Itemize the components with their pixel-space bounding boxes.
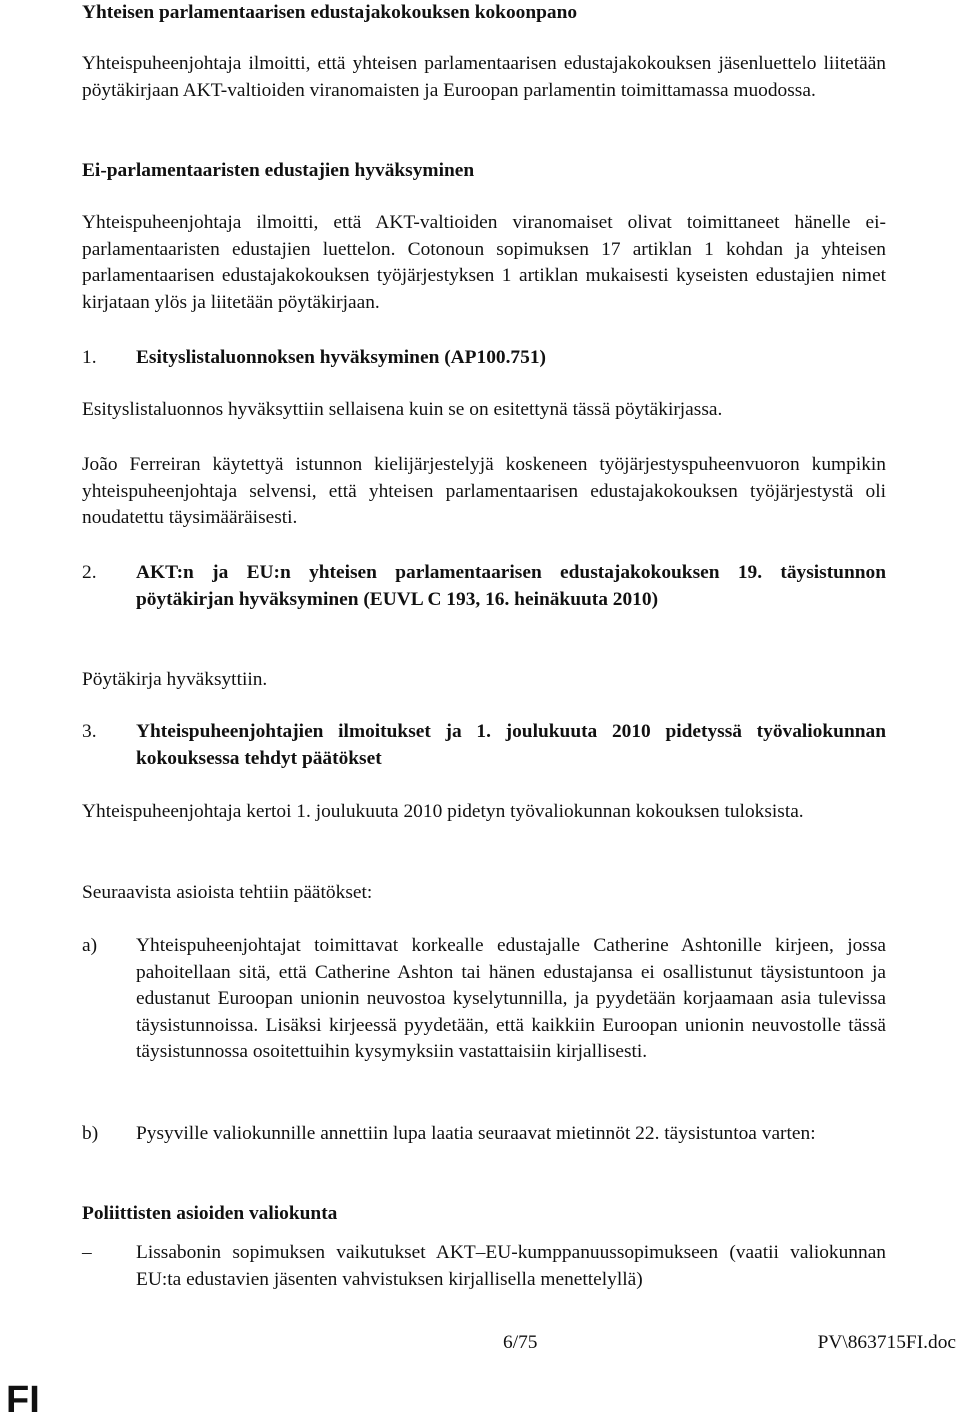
document-reference: PV\863715FI.doc [817, 1332, 956, 1353]
agenda-item-1 [82, 345, 886, 372]
paragraph-bureau-results: Yhteispuheenjohtaja kertoi 1. joulukuuta 2010 pidetyn työvaliokunnan kokouksen tuloksista. [82, 801, 804, 822]
section-heading-composition: Yhteisen parlamentaarisen edustajakokouksen kokoonpano [82, 2, 578, 23]
paragraph-language-arrangements: João Ferreiran käytettyä istunnon kielijärjestelyjä koskeneen työjärjestyspuheenvuoron kumpikin yhteispuheenjohtaja selvensi, että yhteisen parlamentaarisen edustajakokouksen työjärjestystä oli noudatettu täysimääräisesti. [82, 454, 886, 529]
paragraph-decisions-intro: Seuraavista asioista tehtiin päätökset: [82, 882, 373, 903]
committee-heading: Poliittisten asioiden valiokunta [82, 1203, 338, 1224]
paragraph-non-parliamentary: Yhteispuheenjohtaja ilmoitti, että AKT-valtioiden viranomaiset olivat toimittaneet hänelle ei-parlamentaaristen edustajien luettelon. Cotonoun sopimuksen 17 artiklan 1 kohdan ja yhteisen parlamentaarisen edustajakokouksen työjärjestyksen 1 artiklan mukaisesti kyseisten edustajien nimet kirjataan ylös ja liitetään pöytäkirjaan. [82, 212, 886, 313]
language-code: FI [6, 1379, 40, 1421]
agenda-item-2-title: AKT:n ja EU:n yhteisen parlamentaarisen edustajakokouksen 19. täysistunnon pöytäkirjan hyväksyminen (EUVL C 193, 16. heinäkuuta 2010) [136, 562, 886, 610]
agenda-item-3 [82, 719, 886, 772]
decision-point-a [82, 933, 886, 1066]
page-number: 6/75 [503, 1332, 538, 1353]
agenda-item-3-title: Yhteispuheenjohtajien ilmoitukset ja 1. joulukuuta 2010 pidetyssä työvaliokunnan kokouksessa tehdyt päätökset [136, 721, 886, 769]
page-footer [0, 1330, 960, 1358]
decision-point-b-label: b) [82, 1123, 99, 1144]
section-heading-non-parliamentary: Ei-parlamentaaristen edustajien hyväksyminen [82, 160, 475, 181]
agenda-item-1-title: Esityslistaluonnoksen hyväksyminen (AP100.751) [136, 347, 546, 368]
report-list-item-dash: – [82, 1242, 92, 1263]
decision-point-a-text: Yhteispuheenjohtajat toimittavat korkealle edustajalle Catherine Ashtonille kirjeen, jossa pahoitellaan sitä, että Catherine Ashton tai hänen edustajansa ei osallistunut täysistuntoon ja edustanut Euroopan unionin neuvostoa kyselytunnilla, ja pyydetään korjaamaan asia tulevissa täysistunnoissa. Lisäksi kirjeessä pyydetään, että kaikkiin Euroopan unionin neuvostolle tässä täysistunnossa osoitettuihin kysymyksiin vastattaisiin kirjallisesti. [136, 935, 886, 1063]
agenda-item-2 [82, 560, 886, 613]
decision-point-b-text: Pysyville valiokunnille annettiin lupa laatia seuraavat mietinnöt 22. täysistuntoa varten: [136, 1123, 816, 1144]
agenda-item-3-number: 3. [82, 721, 97, 742]
report-list-item [82, 1240, 886, 1293]
paragraph-minutes-approved: Pöytäkirja hyväksyttiin. [82, 669, 268, 690]
decision-point-b [82, 1121, 886, 1148]
paragraph-composition: Yhteispuheenjohtaja ilmoitti, että yhteisen parlamentaarisen edustajakokouksen jäsenluettelo liitetään pöytäkirjaan AKT-valtioiden viranomaisten ja Euroopan parlamentin toimittamassa muodossa. [82, 53, 886, 101]
report-list-item-text: Lissabonin sopimuksen vaikutukset AKT–EU-kumppanuussopimukseen (vaatii valiokunnan EU:ta edustavien jäsenten vahvistuksen kirjallisella menettelyllä) [136, 1242, 886, 1290]
agenda-item-2-number: 2. [82, 562, 97, 583]
decision-point-a-label: a) [82, 935, 98, 956]
agenda-item-1-number: 1. [82, 347, 97, 368]
paragraph-agenda-adopted: Esityslistaluonnos hyväksyttiin sellaisena kuin se on esitettynä tässä pöytäkirjassa. [82, 399, 723, 420]
